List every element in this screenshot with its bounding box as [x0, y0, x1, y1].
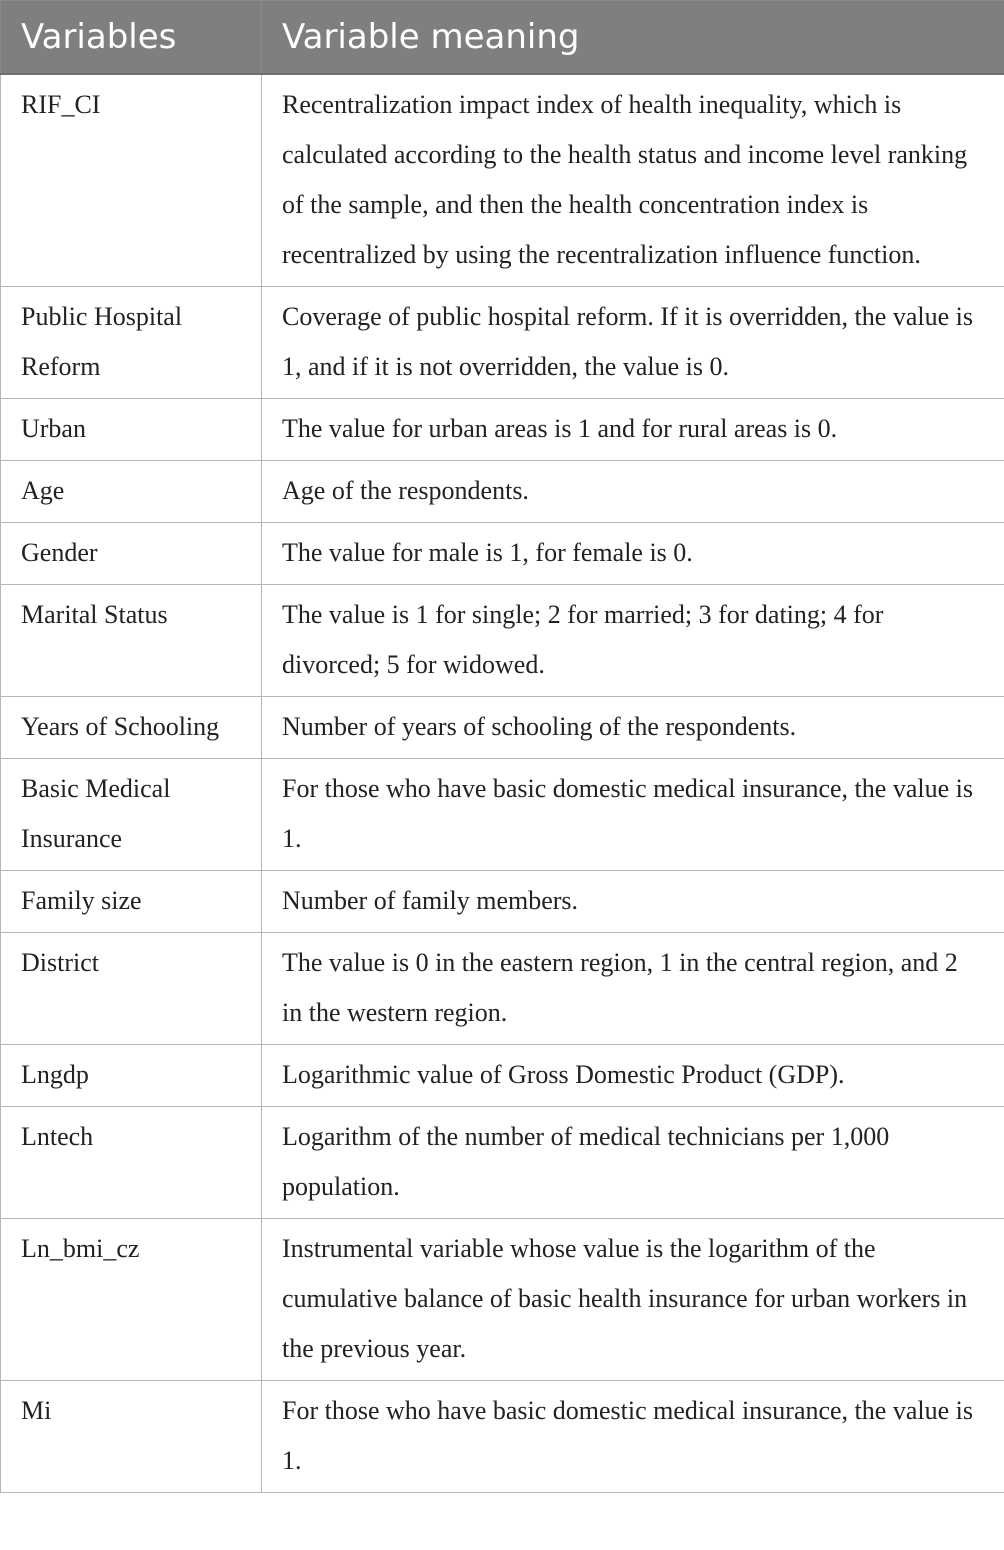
table-row: [1, 696, 1004, 758]
table-body: [1, 74, 1004, 1493]
variable-name: RIF_CI: [1, 74, 262, 287]
variable-name: Basic Medical Insurance: [1, 758, 262, 870]
variable-meaning: The value is 1 for single; 2 for married; 3 for dating; 4 for divorced; 5 for widowed.: [262, 584, 1004, 696]
table-row: [1, 1044, 1004, 1106]
header-variables: Variables: [1, 1, 262, 74]
variable-name: Public Hospital Reform: [1, 286, 262, 398]
table-row: [1, 522, 1004, 584]
variable-name: District: [1, 932, 262, 1044]
table-row: [1, 1218, 1004, 1380]
variable-name: Age: [1, 460, 262, 522]
table-row: [1, 584, 1004, 696]
variable-name: Ln_bmi_cz: [1, 1218, 262, 1380]
variable-meaning: Logarithmic value of Gross Domestic Product (GDP).: [262, 1044, 1004, 1106]
variable-name: Family size: [1, 870, 262, 932]
table-row: [1, 1106, 1004, 1218]
table-header: [1, 1, 1004, 74]
variable-meaning: The value for urban areas is 1 and for rural areas is 0.: [262, 398, 1004, 460]
table-row: [1, 286, 1004, 398]
variable-name: Lntech: [1, 1106, 262, 1218]
table-row: [1, 758, 1004, 870]
table-row: [1, 398, 1004, 460]
variable-name: Gender: [1, 522, 262, 584]
variable-name: Urban: [1, 398, 262, 460]
variable-meaning: For those who have basic domestic medical insurance, the value is 1.: [262, 758, 1004, 870]
variable-meaning: Coverage of public hospital reform. If it is overridden, the value is 1, and if it is not overridden, the value is 0.: [262, 286, 1004, 398]
table-row: [1, 1380, 1004, 1492]
variable-meaning: Logarithm of the number of medical technicians per 1,000 population.: [262, 1106, 1004, 1218]
header-row: [1, 1, 1004, 74]
variable-meaning: Number of family members.: [262, 870, 1004, 932]
variable-name: Years of Schooling: [1, 696, 262, 758]
table-row: [1, 870, 1004, 932]
variable-meaning: Age of the respondents.: [262, 460, 1004, 522]
variable-meaning: For those who have basic domestic medical insurance, the value is 1.: [262, 1380, 1004, 1492]
table-row: [1, 74, 1004, 287]
table-row: [1, 460, 1004, 522]
variable-meaning: Instrumental variable whose value is the logarithm of the cumulative balance of basic health insurance for urban workers in the previous year.: [262, 1218, 1004, 1380]
variable-name: Marital Status: [1, 584, 262, 696]
variable-name: Lngdp: [1, 1044, 262, 1106]
variable-meaning: Number of years of schooling of the respondents.: [262, 696, 1004, 758]
header-variable-meaning: Variable meaning: [262, 1, 1004, 74]
variable-name: Mi: [1, 1380, 262, 1492]
variable-meaning: The value for male is 1, for female is 0.: [262, 522, 1004, 584]
table-row: [1, 932, 1004, 1044]
variable-meaning: Recentralization impact index of health inequality, which is calculated according to the health status and income level ranking of the sample, and then the health concentration index is recentralized by using the recentralization influence function.: [262, 74, 1004, 287]
variable-meaning: The value is 0 in the eastern region, 1 in the central region, and 2 in the western region.: [262, 932, 1004, 1044]
